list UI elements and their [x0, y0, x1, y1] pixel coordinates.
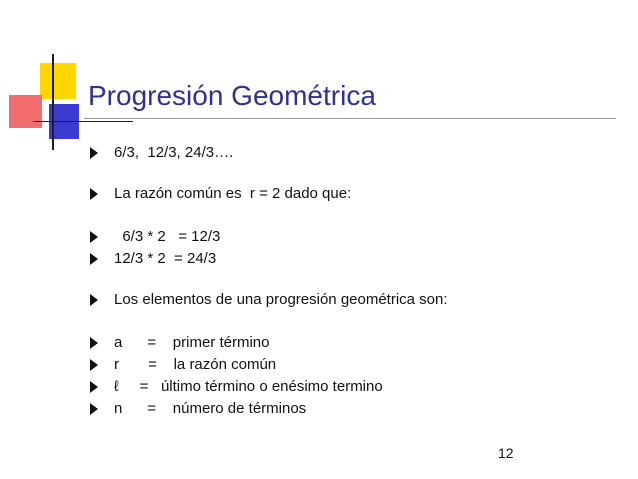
slide-title: Progresión Geométrica [88, 80, 376, 111]
bullet-marker-icon [90, 381, 98, 393]
page-number: 12 [498, 445, 514, 461]
decorative-red-square [9, 95, 42, 128]
bullet-marker-icon [90, 294, 98, 306]
bullet-marker-icon [90, 337, 98, 349]
slide: Progresión Geométrica 6/3, 12/3, 24/3…. La razón común es r = 2 dado que: 6/3 * 2 = 12/3 12/3 * 2 = 24/3 Los elementos de una progresión geométrica son: a = primer término r = la razón común ℓ = último término o enésimo termino n = número de términos 12 [0, 0, 638, 479]
bullet-marker-icon [90, 359, 98, 371]
decorative-yellow-square [40, 63, 76, 99]
title-underline [84, 118, 616, 119]
bullet-marker-icon [90, 403, 98, 415]
bullet-marker-icon [90, 147, 98, 159]
bullet-marker-icon [90, 231, 98, 243]
decorative-horizontal-line [33, 121, 133, 122]
decorative-vertical-line [52, 54, 54, 150]
bullet-marker-icon [90, 253, 98, 265]
bullet-marker-icon [90, 188, 98, 200]
